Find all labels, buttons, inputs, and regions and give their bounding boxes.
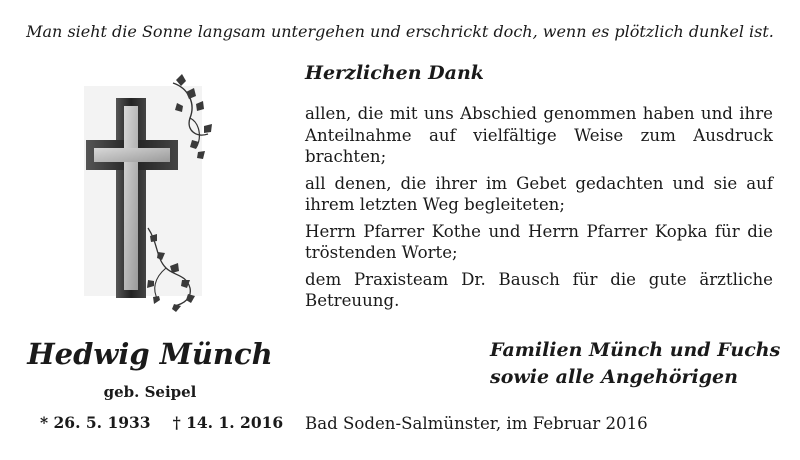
thanks-paragraph: dem Praxisteam Dr. Bausch für die gute ärztliche Betreuung. (305, 269, 773, 310)
motto-quote: Man sieht die Sonne langsam untergehen und erschrickt doch, wenn es plötzlich dunkel ist. (26, 22, 774, 41)
birth-date: * 26. 5. 1933 (40, 413, 151, 432)
maiden-name: geb. Seipel (103, 383, 197, 401)
place-and-date: Bad Soden-Salmünster, im Februar 2016 (305, 414, 648, 433)
families-line: Familien Münch und Fuchs (490, 339, 781, 361)
death-date: † 14. 1. 2016 (172, 413, 284, 432)
thanks-paragraph: Herrn Pfarrer Kothe und Herrn Pfarrer Kopka für die tröstenden Worte; (305, 221, 773, 262)
deceased-name: Hedwig Münch (27, 337, 273, 371)
thanks-paragraph: all denen, die ihrer im Gebet gedachten und sie auf ihrem letzten Weg begleiteten; (305, 173, 773, 214)
thanks-heading: Herzlichen Dank (305, 62, 484, 84)
mourners-signature (490, 337, 780, 391)
life-dates (40, 413, 283, 432)
cross-with-ivy-icon (78, 68, 228, 313)
thanks-paragraph: allen, die mit uns Abschied genommen haben und ihre Anteilnahme auf vielfältige Weise zum Ausdruck brachten; (305, 104, 773, 166)
thanks-text (305, 103, 773, 317)
relatives-line: sowie alle Angehörigen (490, 366, 738, 388)
